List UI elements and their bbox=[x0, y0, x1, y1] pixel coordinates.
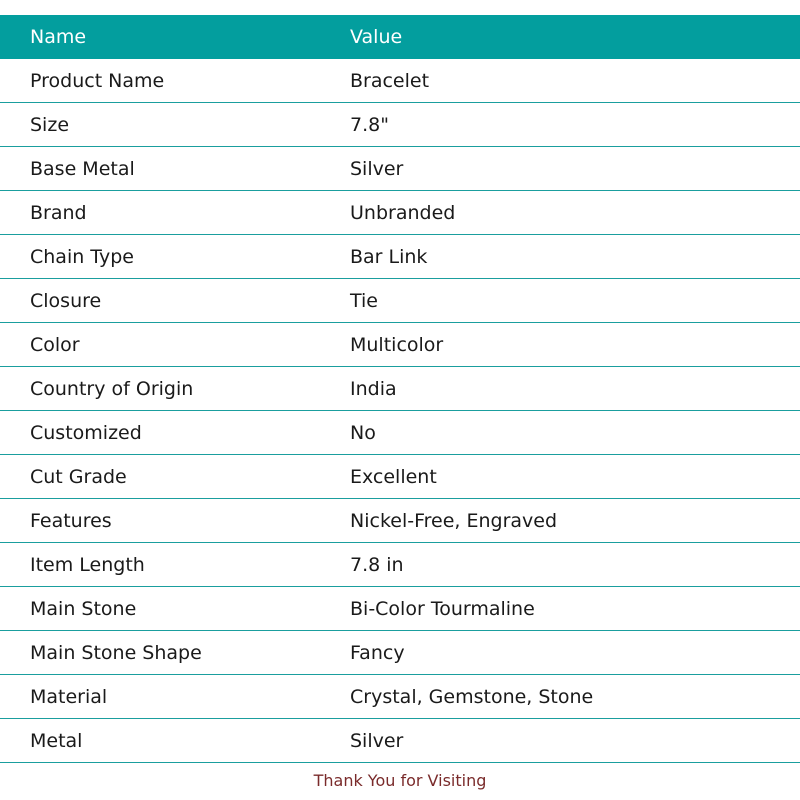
row-value: Unbranded bbox=[350, 201, 456, 224]
row-value: Nickel-Free, Engraved bbox=[350, 509, 558, 532]
row-name: Item Length bbox=[30, 553, 145, 576]
row-name: Closure bbox=[30, 289, 102, 312]
header-value: Value bbox=[350, 26, 403, 48]
row-value: Bracelet bbox=[350, 69, 430, 92]
table-row bbox=[0, 279, 800, 323]
row-name: Size bbox=[30, 113, 70, 136]
row-name: Customized bbox=[30, 421, 142, 444]
row-name: Main Stone bbox=[30, 597, 137, 620]
table-header bbox=[0, 15, 800, 59]
table-row bbox=[0, 631, 800, 675]
table-row bbox=[0, 59, 800, 103]
table-row bbox=[0, 323, 800, 367]
row-value: 7.8 in bbox=[350, 553, 404, 576]
row-name: Cut Grade bbox=[30, 465, 127, 488]
row-name: Features bbox=[30, 509, 112, 532]
row-value: Crystal, Gemstone, Stone bbox=[350, 685, 594, 708]
row-value: 7.8" bbox=[350, 113, 389, 136]
table-row bbox=[0, 587, 800, 631]
row-name: Color bbox=[30, 333, 80, 356]
table-row bbox=[0, 103, 800, 147]
table-row bbox=[0, 147, 800, 191]
row-name: Product Name bbox=[30, 69, 165, 92]
row-name: Base Metal bbox=[30, 157, 135, 180]
row-value: Fancy bbox=[350, 641, 405, 664]
table-row bbox=[0, 367, 800, 411]
table-row bbox=[0, 675, 800, 719]
table-row bbox=[0, 411, 800, 455]
row-value: India bbox=[350, 377, 397, 400]
row-name: Country of Origin bbox=[30, 377, 194, 400]
row-name: Main Stone Shape bbox=[30, 641, 202, 664]
table-row bbox=[0, 191, 800, 235]
table-row bbox=[0, 455, 800, 499]
row-name: Chain Type bbox=[30, 245, 134, 268]
row-name: Brand bbox=[30, 201, 87, 224]
table-row bbox=[0, 235, 800, 279]
row-name: Material bbox=[30, 685, 108, 708]
row-value: Bi-Color Tourmaline bbox=[350, 597, 535, 620]
table-row bbox=[0, 499, 800, 543]
row-value: Multicolor bbox=[350, 333, 444, 356]
row-value: Tie bbox=[350, 289, 378, 312]
row-value: Silver bbox=[350, 157, 404, 180]
row-value: No bbox=[350, 421, 376, 444]
row-value: Bar Link bbox=[350, 245, 428, 268]
row-value: Excellent bbox=[350, 465, 437, 488]
table-row bbox=[0, 543, 800, 587]
table-row bbox=[0, 719, 800, 763]
row-name: Metal bbox=[30, 729, 83, 752]
header-name: Name bbox=[30, 26, 87, 48]
spec-table bbox=[0, 15, 800, 763]
row-value: Silver bbox=[350, 729, 404, 752]
footer-text: Thank You for Visiting bbox=[313, 771, 487, 790]
